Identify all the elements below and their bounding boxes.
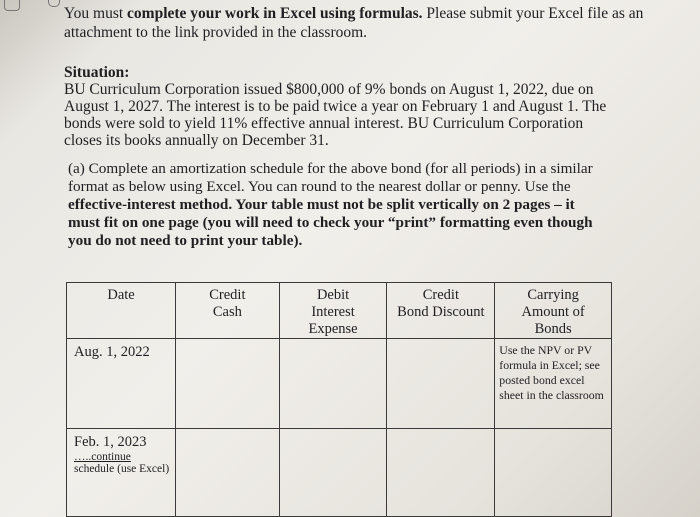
table-header-row [67,283,612,339]
header-credit-cash [176,283,280,339]
row2-credit-cash [176,429,280,517]
situation-section [64,64,624,149]
header-date [67,283,176,339]
header-debit-interest [279,283,387,339]
row1-carrying-note: Use the NPV or PV formula in Excel; see posted bond excel sheet in the classroom [495,339,612,429]
table-row [67,429,612,517]
header-debit-line2: Interest [311,304,355,320]
continue-link: …..continue [74,451,131,463]
situation-text: BU Curriculum Corporation issued $800,000 of 9% bonds on August 1, 2022, due on August 1, 2027. The interest is to be paid twice a year on February 1 and August 1. The bonds were sold to yield 11% effective annual interest. BU Curriculum Corporation closes its books annually on December 31. [64,81,607,149]
row2-date-cell [67,429,176,517]
header-credit-cash-line2: Cash [212,304,242,320]
row2-debit-interest [279,429,387,517]
intro-suffix: Please submit your Excel file as an attachment to the link provided in the classroom. [64,5,644,41]
row1-date: Aug. 1, 2022 [67,339,176,429]
part-a-instructions [68,160,608,250]
amortization-table [66,282,612,517]
row1-debit-interest [279,339,387,429]
row1-credit-discount [387,339,495,429]
header-carrying-line2: Amount of [521,304,585,320]
header-date-label: Date [107,287,135,303]
intro-prefix: You must [64,5,128,22]
header-carrying-line3: Bonds [534,321,572,337]
part-a-text: Complete an amortization schedule for the above bond (for all periods) in a similar format as below using Excel. You can round to the nearest dollar or penny. Use the [68,160,593,195]
intro-paragraph [64,4,664,42]
situation-heading: Situation: [64,64,130,81]
corner-mark [4,0,20,11]
part-a-bold: effective-interest method. Your table must not be split vertically on 2 pages – it must fit on one page (you will need to check your “print” formatting even though you do not need to print your table). [68,196,593,249]
header-carrying-amount [495,283,612,339]
continue-text: schedule (use Excel) [74,463,170,475]
header-discount-line1: Credit [422,287,459,303]
header-debit-line1: Debit [316,287,350,303]
header-discount-line2: Bond Discount [397,304,485,320]
row2-date: Feb. 1, 2023 [74,434,147,450]
header-debit-line3: Expense [308,321,358,337]
header-credit-discount [387,283,495,339]
table-row [67,339,612,429]
corner-mark-small [48,0,60,7]
row2-carrying-amount [495,429,612,517]
header-carrying-line1: Carrying [527,287,579,303]
part-a-label: (a) [68,160,85,177]
header-credit-cash-line1: Credit [209,287,246,303]
row1-credit-cash [176,339,280,429]
intro-bold: complete your work in Excel using formulas. [127,5,423,22]
row2-credit-discount [387,429,495,517]
